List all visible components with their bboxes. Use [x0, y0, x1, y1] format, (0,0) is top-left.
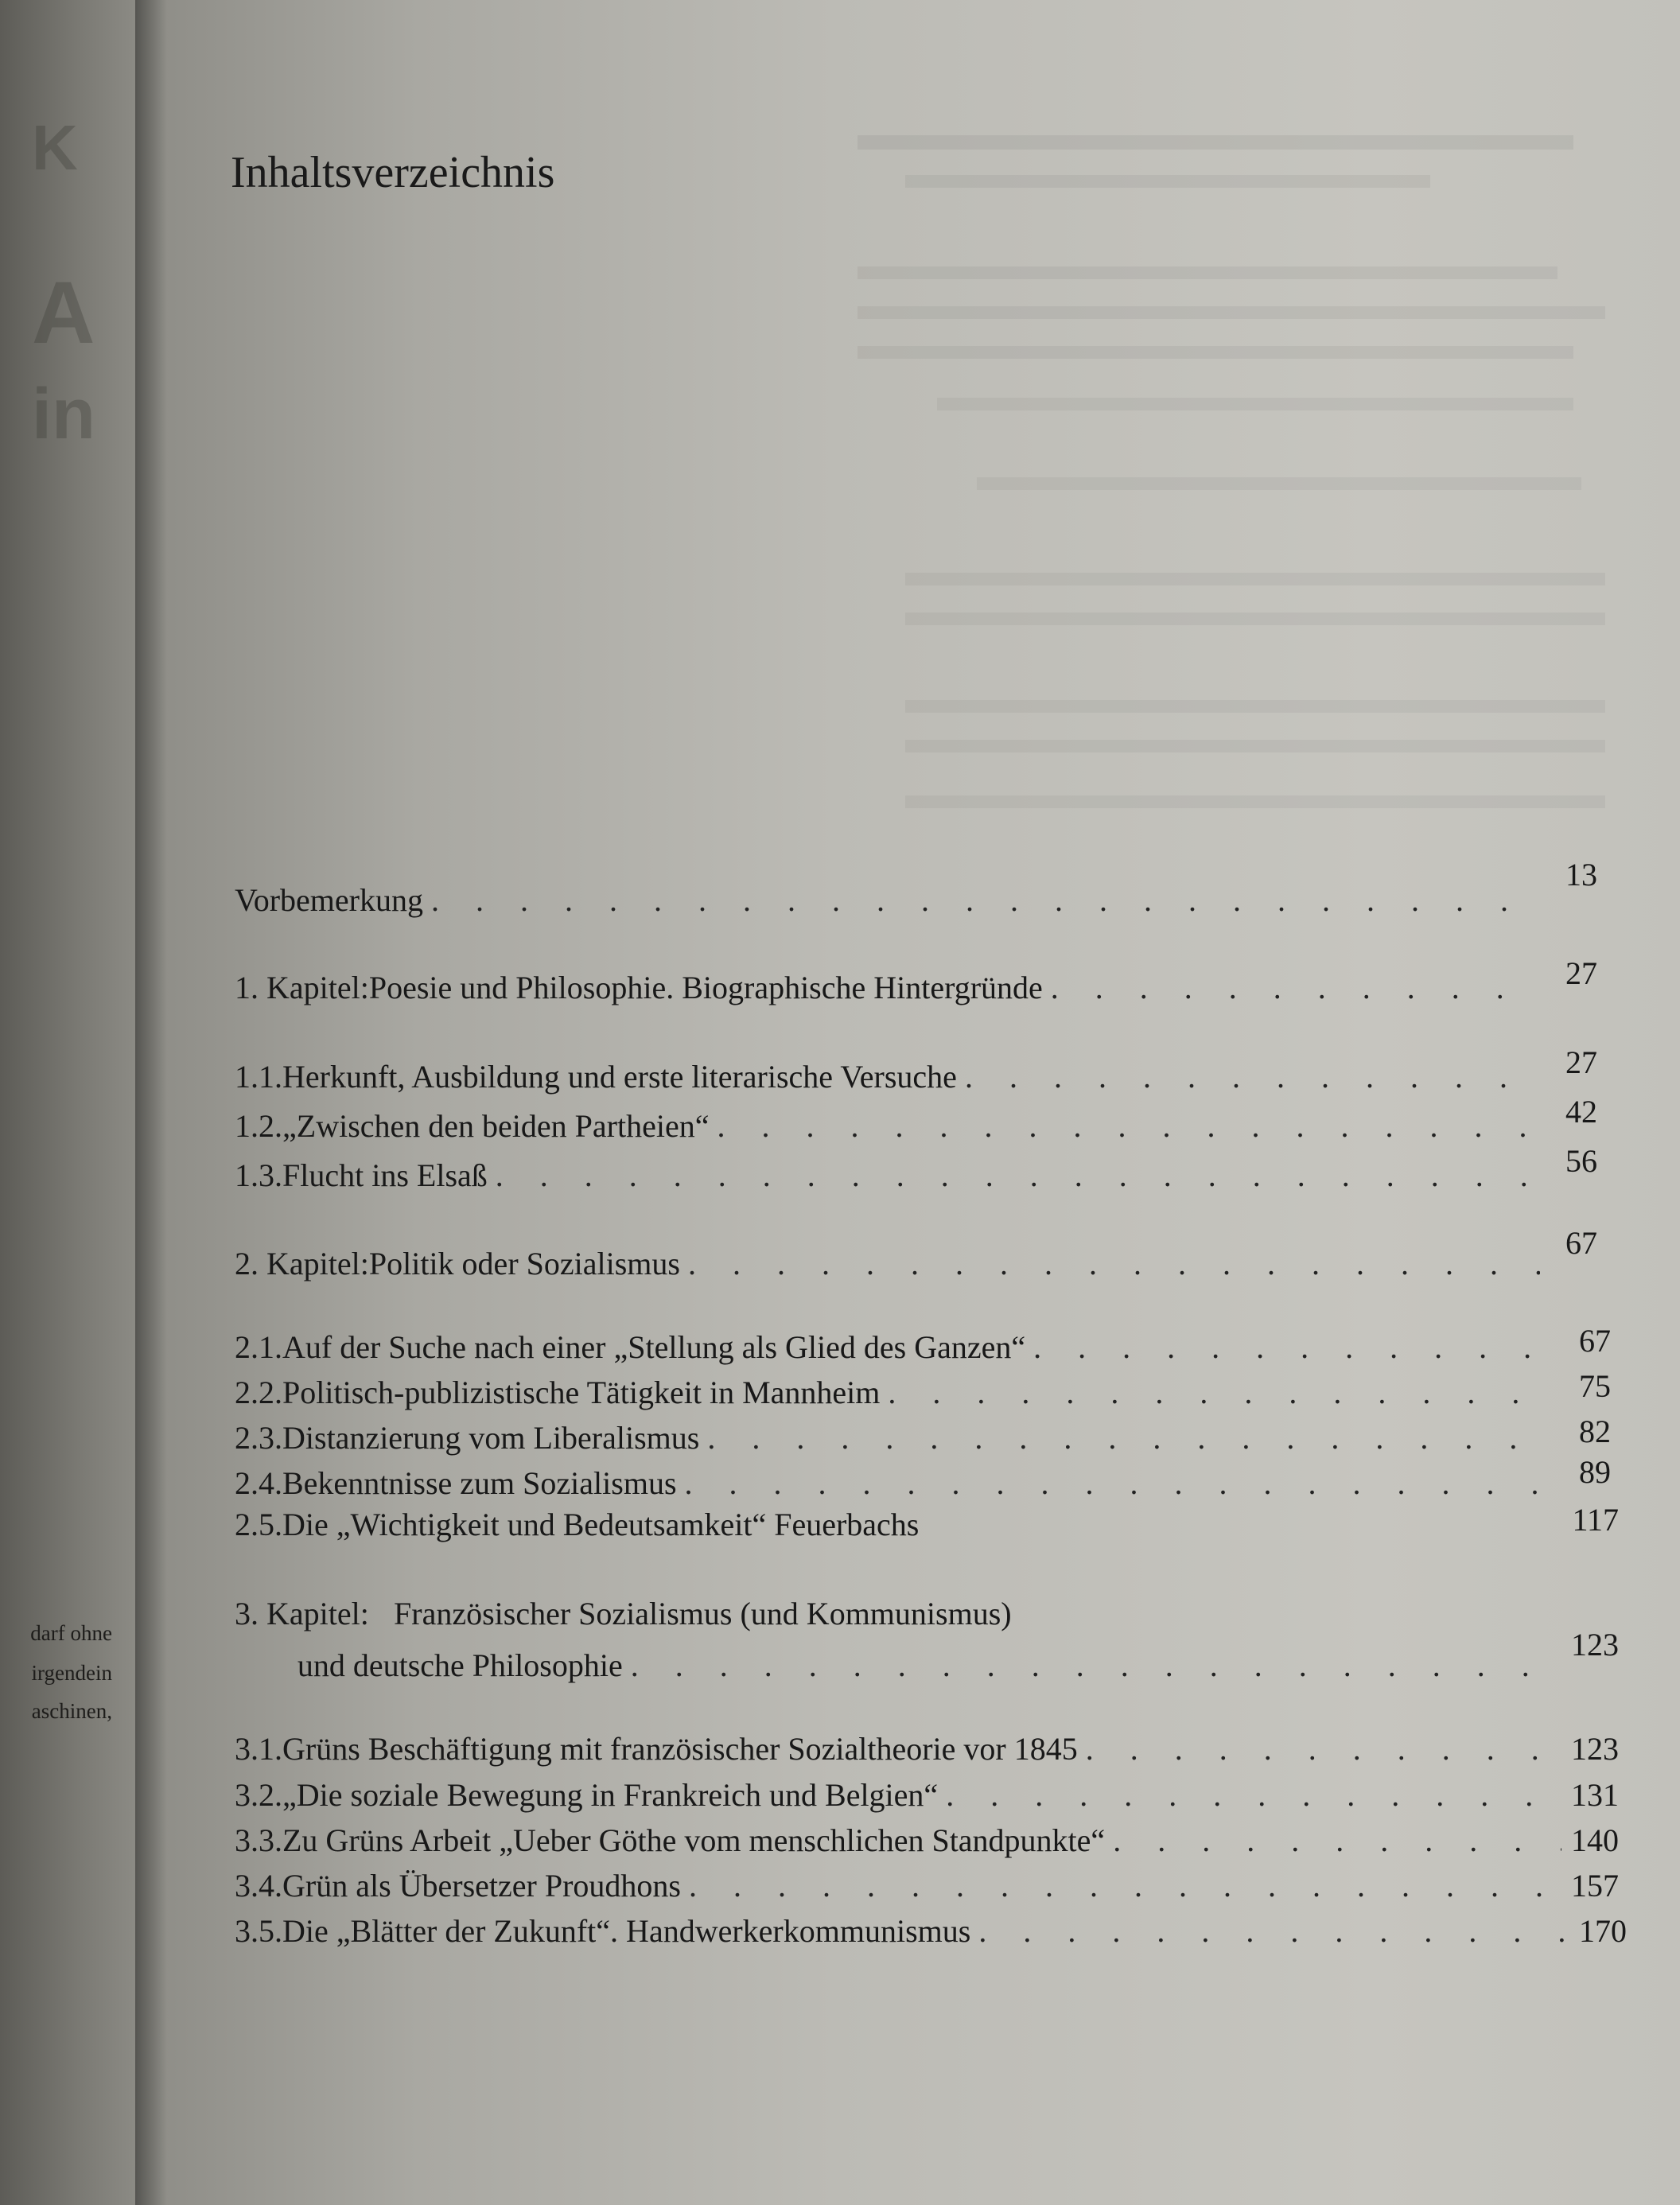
- toc-entry-label-line2: und deutsche Philosophie: [297, 1647, 623, 1683]
- leader-dots: [707, 1419, 1554, 1456]
- leader-dots: [688, 1245, 1540, 1282]
- toc-entry-3-3[interactable]: [235, 1822, 1619, 1859]
- bleed-through: [858, 266, 1558, 279]
- bleed-through: [905, 612, 1605, 625]
- toc-entry-label: Distanzierung vom Liberalismus: [282, 1420, 700, 1456]
- toc-entry-label: Politik oder Sozialismus: [368, 1246, 680, 1281]
- toc-entry-page: 123: [1571, 1627, 1619, 1662]
- toc-entry-page: 42: [1565, 1094, 1597, 1130]
- leader-dots: [888, 1374, 1554, 1411]
- toc-entry-label: Flucht ins Elsaß: [282, 1157, 488, 1193]
- toc-entry-label: Vorbemerkung: [235, 882, 423, 918]
- toc-entry-1-1[interactable]: [235, 1044, 1597, 1095]
- toc-entry-label: „Zwischen den beiden Partheien“: [282, 1108, 710, 1144]
- bleed-through: [905, 573, 1605, 585]
- toc-entry-page: 157: [1571, 1868, 1619, 1904]
- left-page-line: darf ohne: [30, 1621, 112, 1645]
- toc-entry-page: 56: [1565, 1143, 1597, 1179]
- left-page-line: aschinen,: [31, 1699, 112, 1723]
- toc-entry-label: Grüns Beschäftigung mit französischer Sozialtheorie vor 1845: [282, 1731, 1078, 1767]
- toc-entry-page: 82: [1579, 1414, 1611, 1449]
- toc-entry-number: 2.3.: [235, 1420, 282, 1456]
- toc-entry-page: 131: [1571, 1777, 1619, 1813]
- bleed-through: [905, 740, 1605, 752]
- leader-dots: [1051, 969, 1540, 1006]
- leader-dots: [431, 881, 1540, 919]
- leader-dots: [965, 1058, 1540, 1095]
- toc-entry-chapter-3[interactable]: [235, 1595, 1619, 1683]
- bleed-through: [937, 398, 1573, 410]
- toc-entry-3-1[interactable]: [235, 1730, 1619, 1768]
- leader-dots: [946, 1776, 1561, 1814]
- toc-entry-2-5[interactable]: [235, 1502, 1619, 1543]
- bleed-through-letter: in: [32, 375, 95, 454]
- toc-entry-chapter-2[interactable]: [235, 1225, 1597, 1282]
- toc-entry-number: 2.1.: [235, 1329, 282, 1365]
- bleed-through: [905, 700, 1605, 713]
- leader-dots: [631, 1647, 1561, 1684]
- toc-entry-label: Die „Blätter der Zukunft“. Handwerkerkommunismus: [282, 1913, 971, 1949]
- toc-entry-label: Auf der Suche nach einer „Stellung als Glied des Ganzen“: [282, 1329, 1026, 1365]
- leader-dots: [1086, 1730, 1561, 1768]
- bleed-through: [905, 795, 1605, 808]
- toc-entry-1-3[interactable]: [235, 1143, 1597, 1194]
- toc-entry-number: 3.5.: [235, 1913, 282, 1949]
- toc-entry-label: Politisch-publizistische Tätigkeit in Mannheim: [282, 1375, 881, 1410]
- toc-entry-page: 89: [1579, 1454, 1611, 1490]
- toc-entry-label: Poesie und Philosophie. Biographische Hintergründe: [368, 970, 1043, 1005]
- toc-entry-2-4[interactable]: [235, 1454, 1611, 1502]
- toc-entry-page: 67: [1565, 1225, 1597, 1261]
- leader-dots: [496, 1157, 1540, 1194]
- toc-entry-number: 1. Kapitel:: [235, 970, 369, 1005]
- toc-entry-number: 1.2.: [235, 1108, 282, 1144]
- left-page-line: irgendein: [31, 1661, 112, 1685]
- toc-entry-page: 27: [1565, 955, 1597, 991]
- leader-dots: [1033, 1328, 1554, 1366]
- toc-title: Inhaltsverzeichnis: [231, 148, 555, 197]
- toc-entry-number: 2.4.: [235, 1465, 282, 1501]
- toc-entry-2-1[interactable]: [235, 1323, 1611, 1366]
- toc-entry-number: 3.3.: [235, 1822, 282, 1858]
- toc-entry-2-3[interactable]: [235, 1414, 1611, 1456]
- toc-entry-number: 2.5.: [235, 1507, 282, 1542]
- toc-entry-page: 13: [1565, 857, 1597, 892]
- bleed-through-letter: K: [32, 112, 78, 183]
- toc-entry-label: Die „Wichtigkeit und Bedeutsamkeit“ Feuerbachs: [282, 1507, 920, 1542]
- leader-dots: [717, 1107, 1540, 1145]
- toc-entry-chapter-1[interactable]: [235, 955, 1597, 1006]
- toc-entry-label: Bekenntnisse zum Sozialismus: [282, 1465, 677, 1501]
- toc-page: [142, 0, 1680, 2205]
- toc-entry-number: 3.4.: [235, 1868, 282, 1904]
- book-gutter-shadow: [135, 0, 167, 2205]
- leader-dots: [689, 1867, 1561, 1904]
- toc-entry-label: Grün als Übersetzer Proudhons: [282, 1868, 681, 1904]
- toc-entry-page: 67: [1579, 1323, 1611, 1359]
- toc-entry-page: 140: [1571, 1822, 1619, 1858]
- toc-entry-vorbemerkung[interactable]: [235, 857, 1597, 919]
- toc-entry-3-2[interactable]: [235, 1776, 1619, 1814]
- toc-entry-number: 1.1.: [235, 1059, 282, 1095]
- leader-dots: [685, 1464, 1554, 1502]
- toc-entry-number: 2.2.: [235, 1375, 282, 1410]
- bleed-through: [905, 175, 1430, 188]
- leader-dots: [978, 1912, 1569, 1950]
- toc-entry-page: 123: [1571, 1731, 1619, 1767]
- toc-entry-label: Zu Grüns Arbeit „Ueber Göthe vom menschlichen Standpunkte“: [282, 1822, 1106, 1858]
- toc-entry-page: 170: [1579, 1913, 1627, 1949]
- toc-entry-number: 3. Kapitel:: [235, 1596, 369, 1631]
- toc-entry-page: 75: [1579, 1368, 1611, 1404]
- toc-entry-3-4[interactable]: [235, 1867, 1619, 1904]
- bleed-through: [858, 306, 1605, 319]
- bleed-through: [858, 135, 1573, 150]
- bleed-through: [977, 477, 1581, 490]
- toc-entry-1-2[interactable]: [235, 1094, 1597, 1145]
- toc-entry-2-2[interactable]: [235, 1368, 1611, 1411]
- toc-entry-page: 27: [1565, 1044, 1597, 1080]
- toc-entry-label: Französischer Sozialismus (und Kommunismus): [394, 1596, 1012, 1631]
- toc-entry-label: „Die soziale Bewegung in Frankreich und Belgien“: [282, 1777, 939, 1813]
- toc-entry-number: 3.2.: [235, 1777, 282, 1813]
- bleed-through-letter: A: [32, 264, 95, 362]
- toc-entry-number: 1.3.: [235, 1157, 282, 1193]
- leader-dots: [1113, 1822, 1561, 1859]
- toc-entry-3-5[interactable]: [235, 1912, 1627, 1950]
- toc-entry-label: Herkunft, Ausbildung und erste literarische Versuche: [282, 1059, 957, 1095]
- toc-entry-number: 3.1.: [235, 1731, 282, 1767]
- left-page: [0, 0, 147, 2205]
- bleed-through: [858, 346, 1573, 359]
- toc-entry-number: 2. Kapitel:: [235, 1246, 369, 1281]
- toc-entry-page: 117: [1572, 1502, 1619, 1538]
